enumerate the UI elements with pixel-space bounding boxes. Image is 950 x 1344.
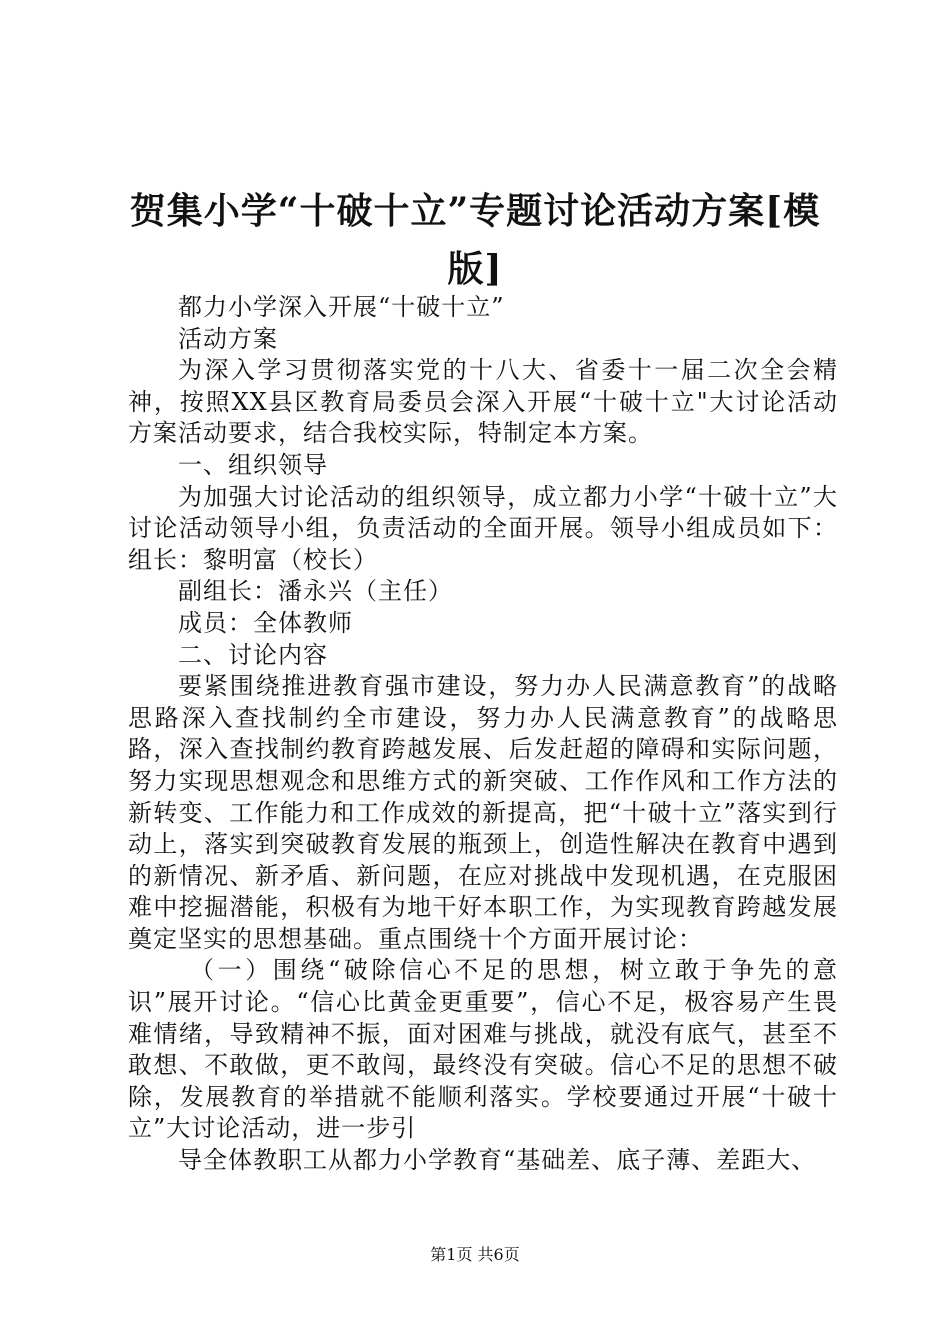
paragraph-members: 成员：全体教师 xyxy=(178,608,353,637)
page-number-footer: 第1页 共6页 xyxy=(430,1245,520,1264)
paragraph-topic-one: （一）围绕“破除信心不足的思想，树立敢于争先的意识”展开讨论。“信心比黄金更重要”，信心不足，极容易产生畏难情绪，导致精神不振，面对困难与挑战，就没有底气，甚至不敢想、不敢做，更不敢闯，最终没有突破。信心不足的思想不破除，发展教育的举措就不能顺利落实。学校要通过开展“十破十立”大讨论活动，进一步引 xyxy=(128,956,838,1143)
paragraph-school-heading: 都力小学深入开展“十破十立” xyxy=(178,293,505,321)
section-heading-discussion-content: 二、讨论内容 xyxy=(178,640,328,669)
section-heading-organization: 一、组织领导 xyxy=(178,450,328,479)
paragraph-continuation: 导全体教职工从都力小学教育“基础差、底子薄、差距大、 xyxy=(178,1146,817,1175)
paragraph-plan-subtitle: 活动方案 xyxy=(178,324,278,353)
paragraph-introduction: 为深入学习贯彻落实党的十八大、省委十一届二次全会精神，按照XX县区教育局委员会深入开展“十破十立"大讨论活动方案活动要求，结合我校实际，特制定本方案。 xyxy=(128,356,838,448)
paragraph-leadership-group: 为加强大讨论活动的组织领导，成立都力小学“十破十立”大讨论活动领导小组，负责活动的全面开展。领导小组成员如下：组长：黎明富（校长） xyxy=(128,482,838,574)
paragraph-discussion-content: 要紧围绕推进教育强市建设，努力办人民满意教育”的战略思路深入查找制约全市建设，努力办人民满意教育”的战略思路，深入查找制约教育跨越发展、后发赶超的障碍和实际问题，努力实现思想观念和思维方式的新突破、工作作风和工作方法的新转变、工作能力和工作成效的新提高，把“十破十立”落实到行动上，落实到突破教育发展的瓶颈上，创造性解决在教育中遇到的新情况、新矛盾、新问题，在应对挑战中发现机遇，在克服困难中挖掘潜能，积极有为地干好本职工作，为实现教育跨越发展奠定坚实的思想基础。重点围绕十个方面开展讨论： xyxy=(128,672,838,953)
paragraph-deputy-leader: 副组长：潘永兴（主任） xyxy=(178,577,453,606)
document-body xyxy=(128,292,838,1177)
document-title: 贺集小学“十破十立”专题讨论活动方案[模版] xyxy=(129,190,821,290)
